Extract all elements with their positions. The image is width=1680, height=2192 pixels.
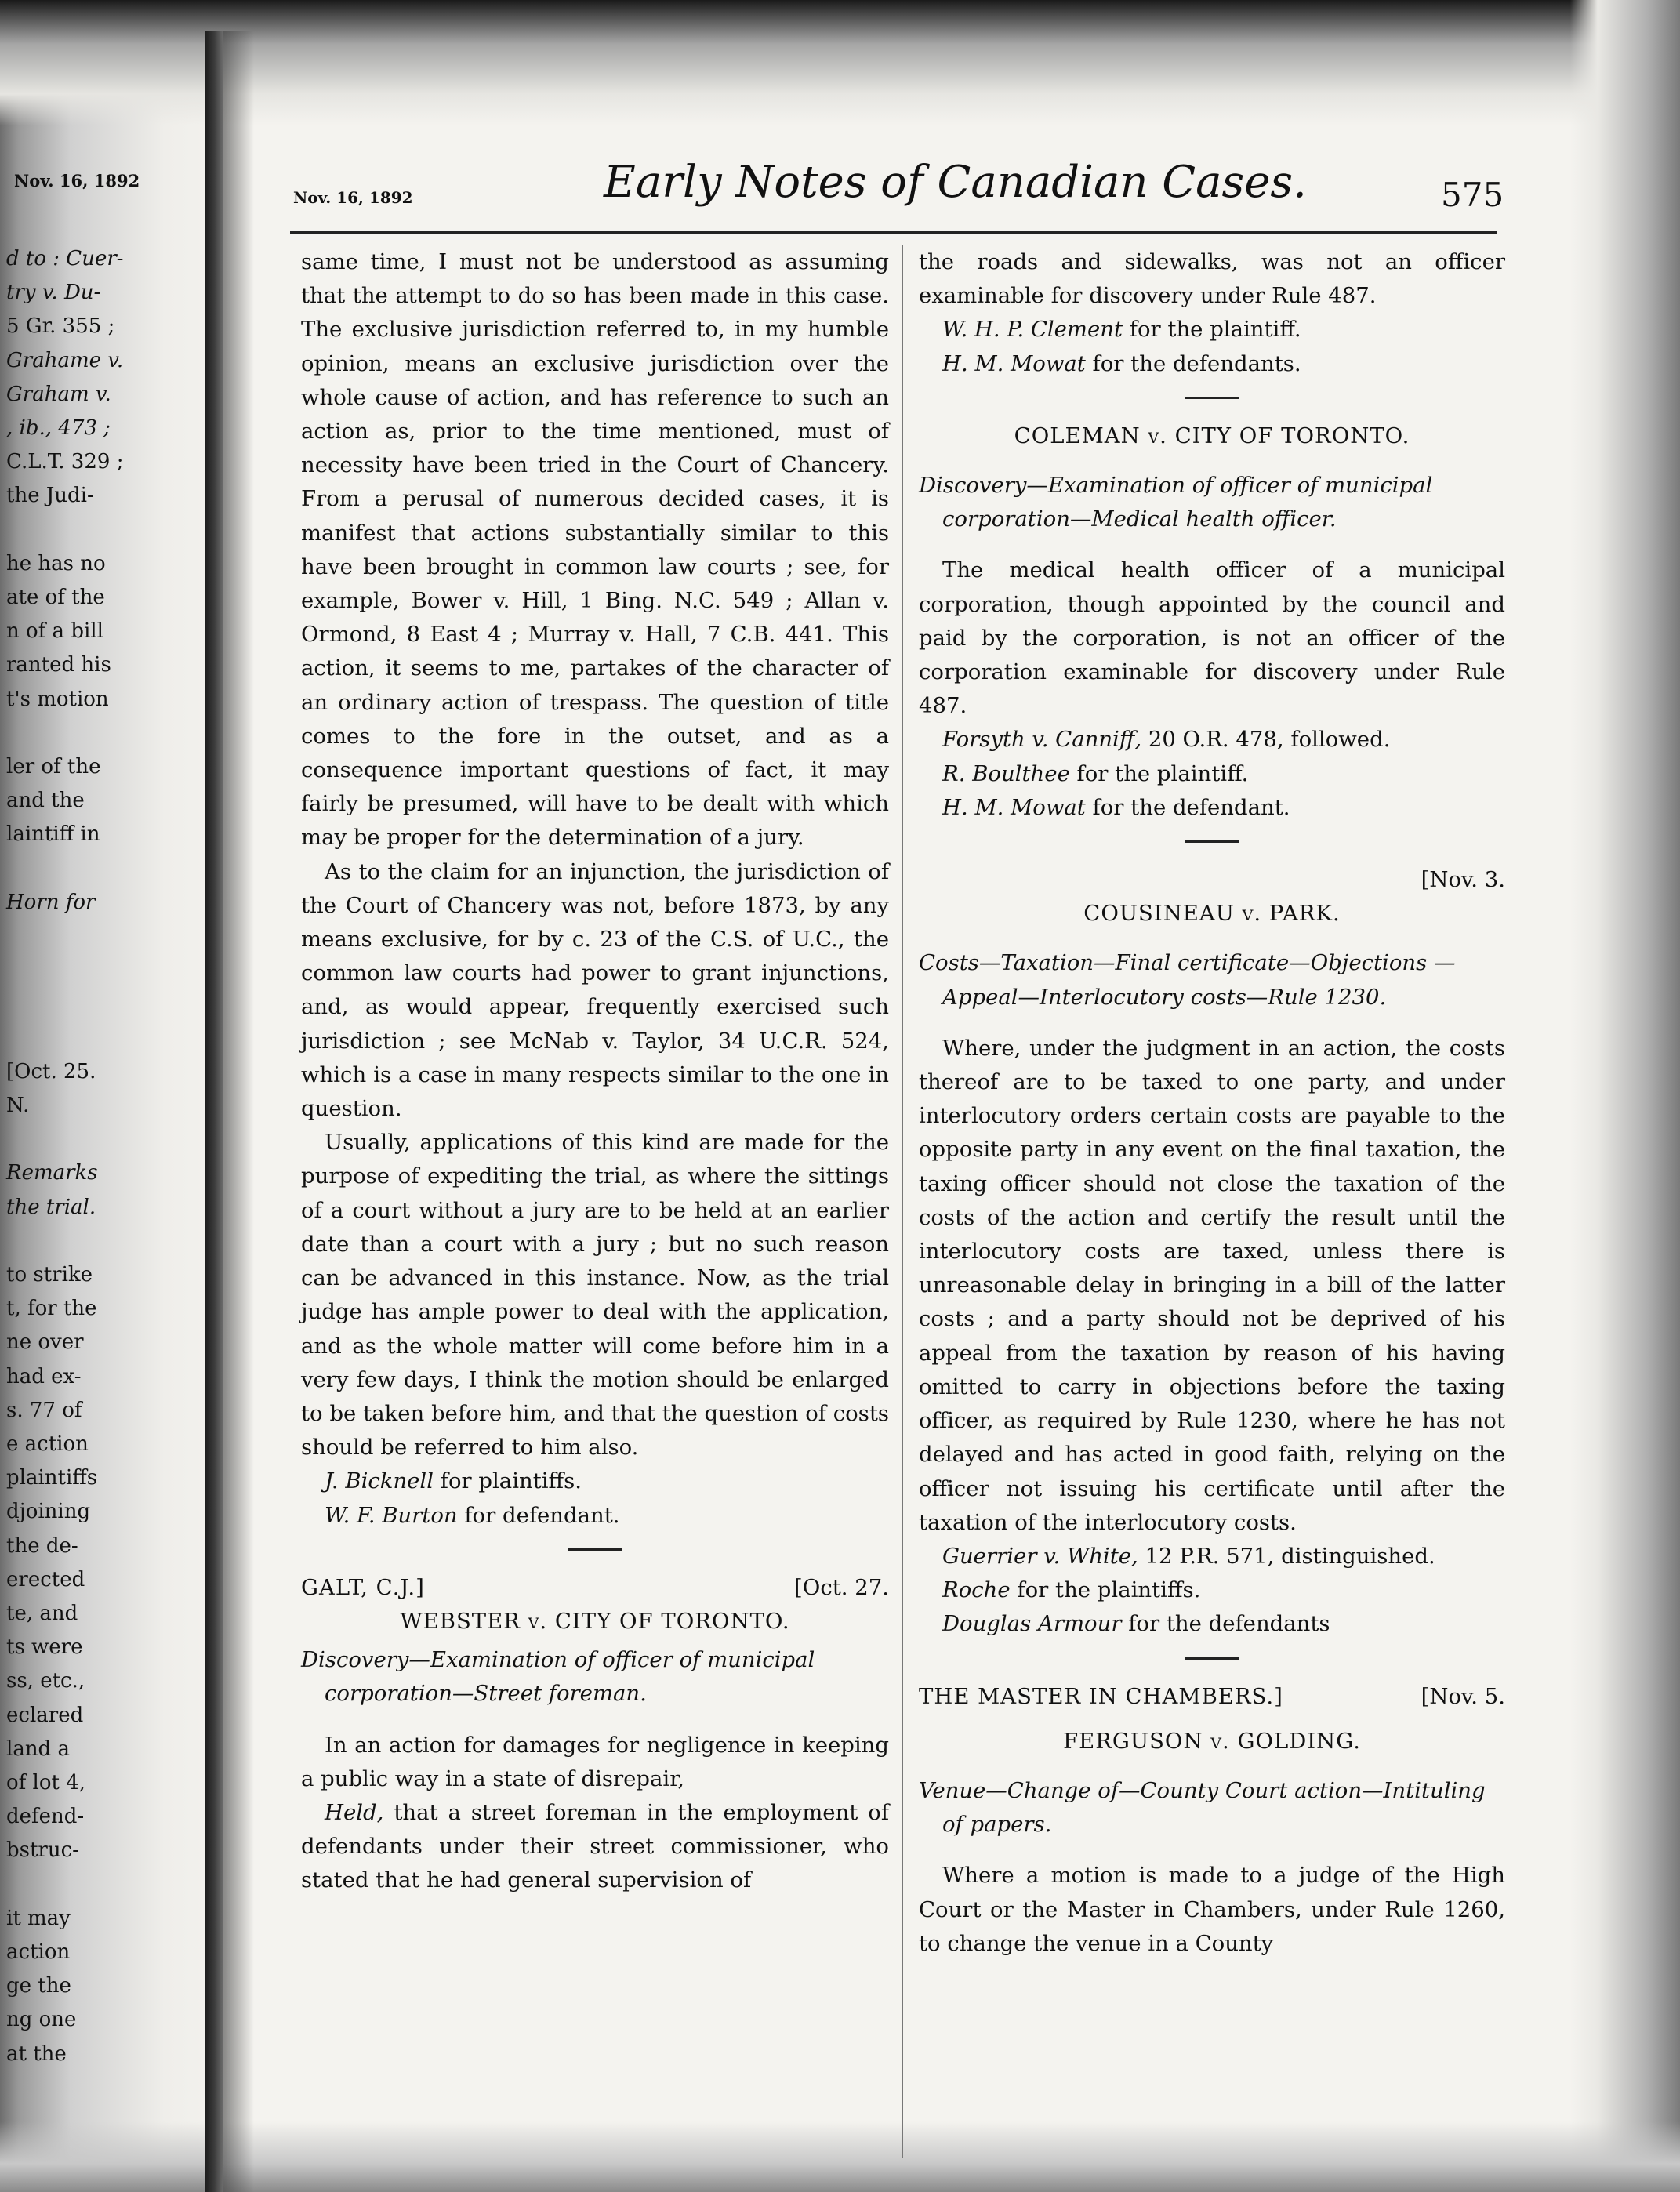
- paragraph: In an action for damages for negligence in keeping a public way in a state of disrepair,: [301, 1732, 889, 1791]
- section-rule: [1185, 840, 1239, 843]
- prev-page-line: action: [6, 1940, 71, 1964]
- counsel-line: R. Boulthee for the plaintiff.: [942, 760, 1249, 786]
- page-number: 575: [1441, 176, 1504, 214]
- prev-page-line: C.L.T. 329 ;: [6, 450, 124, 474]
- prev-page-line: ate of the: [6, 586, 105, 609]
- column-divider: [902, 245, 903, 2158]
- case-date: [Nov. 3.: [1421, 867, 1505, 893]
- prev-page-line: ss, etc.,: [6, 1669, 85, 1693]
- paragraph: Where, under the judgment in an action, the costs thereof are to be taxed to one party, and under interlocutory orders certain costs are payable to the opposite party in any event on the final taxation, the taxing officer should not close the taxation of the costs of the action and certify the result until the interlocutory costs are taxed, unless there is unreasonable delay in bringing in a bill of the latter costs ; and a party should not be deprived of his appeal from the taxation by reason of his having omitted to carry in objections before the taxing officer, as required by Rule 1230, where he has not delayed and has acted in good faith, relying on the officer not issuing his certificate until after the taxation of the interlocutory costs.: [919, 1035, 1505, 1535]
- prev-page-line: bstruc-: [6, 1838, 79, 1863]
- prev-page-line: t's motion: [6, 687, 109, 711]
- prev-page-line: it may: [6, 1906, 71, 1930]
- prev-page-line: Horn for: [6, 890, 96, 914]
- prev-page-line: [Oct. 25.: [6, 1059, 96, 1083]
- prev-page-line: ne over: [6, 1330, 84, 1355]
- paragraph: same time, I must not be understood as assuming that the attempt to do so has been made in this case. The exclusive jurisdiction referred to, in my humble opinion, means an exclusive jurisdiction over the whole cause of action, and has reference to such an action as, prior to the time mentioned, must of necessity have been tried in the Court of Chancery. From a perusal of numerous decided cases, it is manifest that actions substantially similar to this have been brought in common law courts ; see, for example, Bower v. Hill, 1 Bing. N.C. 549 ; Allan v. Ormond, 8 East 4 ; Murray v. Hall, 7 C.B. 441. This action, it seems to me, partakes of the character of an ordinary action of trespass. The question of title comes to the fore in the outset, and as a consequence important questions of fact, it may fairly be presumed, will have to be dealt with which may be proper for the determination of a jury.: [301, 249, 889, 851]
- citation-line: Forsyth v. Canniff, 20 O.R. 478, followed.: [942, 727, 1391, 753]
- court-date: [Oct. 27.: [794, 1574, 889, 1600]
- headnote: Costs—Taxation—Final certificate—Objections —Appeal—Interlocutory costs—Rule 1230.: [919, 950, 1456, 1010]
- prev-page-line: the trial.: [6, 1195, 96, 1219]
- court-line: [301, 1571, 889, 1605]
- prev-page-line: d to : Cuer-: [6, 247, 124, 270]
- prev-page-line: at the: [6, 2041, 67, 2066]
- running-title: Early Notes of Canadian Cases.: [604, 157, 1307, 208]
- gutter-shadow: [223, 31, 254, 2192]
- header-rule: [290, 231, 1497, 234]
- court-date: [Nov. 5.: [1421, 1683, 1505, 1709]
- court-name: GALT, C.J.]: [301, 1574, 425, 1600]
- counsel-line: Douglas Armour for the defendants: [942, 1611, 1330, 1637]
- prev-page-line: the Judi-: [6, 484, 94, 508]
- court-name: THE MASTER IN CHAMBERS.]: [919, 1683, 1283, 1709]
- citation-line: Guerrier v. White, 12 P.R. 571, distinguished.: [942, 1543, 1435, 1569]
- prev-page-line: s. 77 of: [6, 1398, 82, 1422]
- paragraph: The medical health officer of a municipal corporation, though appointed by the council and paid by the corporation, is not an officer of the corporation examinable for discovery under Rule 487.: [919, 557, 1505, 719]
- case-title: COLEMAN v. CITY OF TORONTO.: [1014, 423, 1410, 448]
- prev-page-line: and the: [6, 789, 85, 813]
- paragraph: Held, that a street foreman in the employment of defendants under their street commissioner, who stated that he had general supervision of: [301, 1799, 889, 1893]
- case-title: FERGUSON v. GOLDING.: [1063, 1728, 1361, 1754]
- counsel-line: W. F. Burton for defendant.: [325, 1502, 620, 1528]
- prev-page-line: plaintiffs: [6, 1466, 98, 1490]
- case-title: COUSINEAU v. PARK.: [1083, 901, 1341, 927]
- prev-page-line: defend-: [6, 1805, 85, 1829]
- headnote: Discovery—Examination of officer of municipal corporation—Medical health officer.: [919, 473, 1433, 532]
- court-line: [919, 1680, 1505, 1714]
- header-date: Nov. 16, 1892: [293, 188, 413, 207]
- section-rule: [1185, 1657, 1239, 1660]
- prev-page-line: had ex-: [6, 1364, 82, 1388]
- scan-edge-right: [1570, 0, 1680, 2192]
- paragraph: Where a motion is made to a judge of the High Court or the Master in Chambers, under Rule 1260, to change the venue in a County: [919, 1863, 1505, 1956]
- counsel-line: H. M. Mowat for the defendant.: [942, 794, 1290, 820]
- counsel-line: Roche for the plaintiffs.: [942, 1577, 1201, 1603]
- counsel-line: J. Bicknell for plaintiffs.: [325, 1468, 582, 1494]
- prev-page-line: N.: [6, 1094, 30, 1117]
- prev-page-line: t, for the: [6, 1297, 97, 1321]
- prev-page-line: of lot 4,: [6, 1771, 86, 1795]
- book-gutter: [205, 31, 223, 2192]
- prev-page-line: to strike: [6, 1263, 93, 1287]
- prev-page-line: djoining: [6, 1500, 91, 1524]
- right-column: [919, 245, 1505, 1961]
- prev-page-date: Nov. 16, 1892: [14, 171, 140, 191]
- prev-page-line: n of a bill: [6, 619, 103, 644]
- prev-page-line: ge the: [6, 1974, 71, 1998]
- prev-page-line: laintiff in: [6, 822, 100, 847]
- paragraph: As to the claim for an injunction, the jurisdiction of the Court of Chancery was not, before 1873, by any means exclusive, for by c. 23 of the C.S. of U.C., the common law courts had power to grant injunctions, and, as would appear, frequently exercised such jurisdiction ; see McNab v. Taylor, 34 U.C.R. 524, which is a case in many respects similar to the one in question.: [301, 858, 889, 1122]
- counsel-line: H. M. Mowat for the defendants.: [942, 350, 1301, 376]
- prev-page-line: Graham v.: [6, 382, 111, 406]
- prev-page-line: erected: [6, 1567, 85, 1591]
- prev-page-line: 5 Gr. 355 ;: [6, 314, 115, 339]
- prev-page-line: ts were: [6, 1635, 83, 1660]
- prev-page-line: te, and: [6, 1602, 78, 1625]
- prev-page-line: the de-: [6, 1533, 78, 1558]
- prev-page-line: eclared: [6, 1703, 84, 1727]
- prev-page-line: ng one: [6, 2008, 77, 2032]
- section-rule: [568, 1548, 622, 1551]
- counsel-line: W. H. P. Clement for the plaintiff.: [942, 317, 1301, 343]
- paragraph: the roads and sidewalks, was not an officer examinable for discovery under Rule 487.: [919, 249, 1505, 309]
- prev-page-line: land a: [6, 1737, 70, 1761]
- prev-page-line: he has no: [6, 551, 106, 575]
- prev-page-line: ranted his: [6, 653, 111, 677]
- prev-page-line: try v. Du-: [6, 281, 101, 305]
- prev-page-line: Grahame v.: [6, 348, 124, 372]
- section-rule: [1185, 397, 1239, 399]
- headnote: Venue—Change of—County Court action—Intituling of papers.: [919, 1777, 1486, 1838]
- headnote: Discovery—Examination of officer of municipal corporation—Street foreman.: [301, 1647, 815, 1707]
- case-title: WEBSTER v. CITY OF TORONTO.: [400, 1608, 790, 1634]
- prev-page-line: , ib., 473 ;: [6, 416, 111, 440]
- prev-page-line: Remarks: [6, 1161, 98, 1185]
- paragraph: Usually, applications of this kind are made for the purpose of expediting the trial, as where the sittings of a court without a jury are to be held at an earlier date than a court with a jury ; but no such reason can be advanced in this instance. Now, as the trial judge has ample power to deal with the application, and as the whole matter will come before him in a very few days, I think the motion should be enlarged to be taken before him, and that the question of costs should be referred to him also.: [301, 1130, 889, 1461]
- left-column: [301, 245, 889, 1898]
- prev-page-line: e action: [6, 1432, 89, 1456]
- prev-page-line: ler of the: [6, 755, 101, 778]
